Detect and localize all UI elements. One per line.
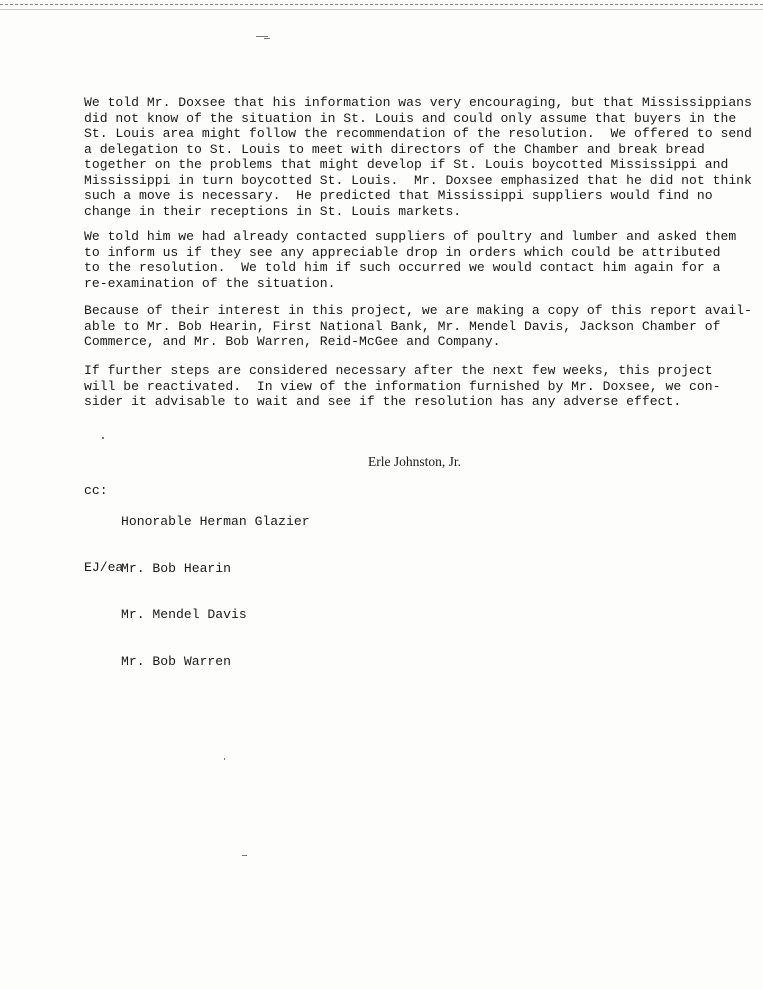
page-top-rule [0,9,763,10]
scan-speck [224,758,225,760]
scan-speck [102,437,104,439]
cc-recipient: Mr. Bob Warren [121,653,232,669]
typist-initials: EJ/ea [84,560,124,575]
scan-speck [242,855,247,856]
body-paragraph: We told Mr. Doxsee that his information was very encouraging, but that Mississippians did not know of the situation in St. Louis and could only assume that buyers in the St. Louis area might follow the recommendation of the resolution. We offered to send a delegation to St. Louis to meet with directors of the Chamber and break bread together on the problems that might develop if St. Louis boycotted Mississippi and Mississippi in turn boycotted St. Louis. Mr. Doxsee emphasized that he did not think such a move is necessary. He predicted that Mississippi suppliers would find no change in their receptions in St. Louis markets. [84,95,752,219]
body-paragraph: We told him we had already contacted suppliers of poultry and lumber and asked them to inform us if they see any appreciable drop in orders which could be attributed to the resolution. We told him if such occurred we would contact him again for a re-examination of the situation. [84,229,737,291]
cc-recipient: Honorable Herman Glazier [121,514,310,529]
scan-speck [264,38,270,39]
signature-line: Erle Johnston, Jr. [368,454,461,469]
cc-label: cc: [84,483,108,498]
body-paragraph: If further steps are considered necessary after the next few weeks, this project will be reactivated. In view of the information furnished by Mr. Doxsee, we con- sider it advisable to wait and see if the resolution has any adverse effect. [84,363,721,409]
page-top-edge [0,4,763,5]
cc-recipient: Mr. Mendel Davis [121,607,247,622]
body-paragraph: Because of their interest in this project, we are making a copy of this report avail- able to Mr. Bob Hearin, First National Bank, Mr. Mendel Davis, Jackson Chamber of Commerce, and Mr. Bob Warren, Reid-McGee and Company. [84,303,752,349]
cc-recipient: Mr. Bob Hearin [121,560,232,576]
scan-speck [256,36,268,37]
cc-recipient-list [121,483,310,700]
